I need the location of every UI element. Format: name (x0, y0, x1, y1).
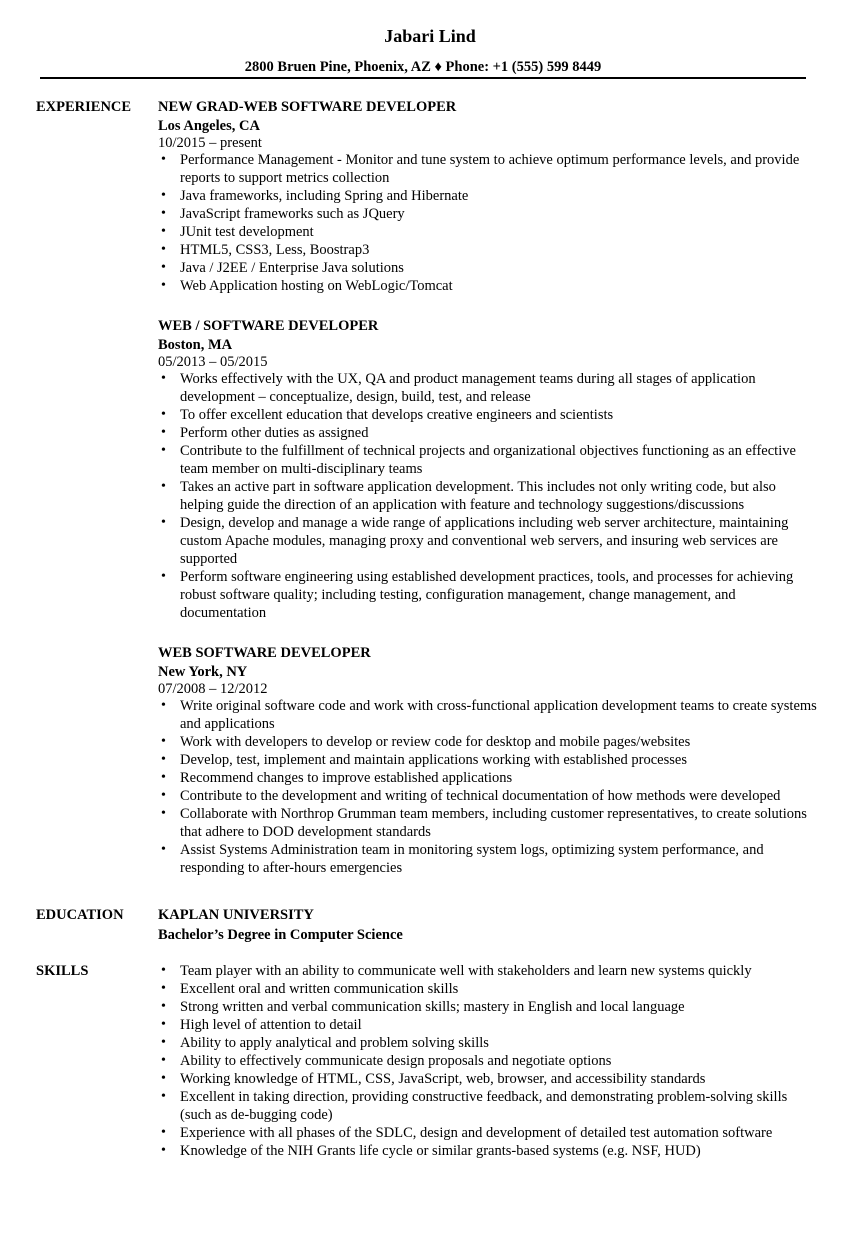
job-location: New York, NY (158, 664, 248, 680)
bullet-icon: • (161, 206, 166, 221)
list-item: • Takes an active part in software application development. This includes not only writing code, but also helping guide the direction of an application with feature and technology suggestions/discussions (161, 479, 776, 513)
list-item: • Assist Systems Administration team in monitoring system logs, optimizing system performance, and responding to after-hours emergencies (161, 842, 764, 876)
bullet-icon: • (161, 224, 166, 239)
job-location: Boston, MA (158, 337, 233, 353)
bullet-icon: • (161, 1035, 166, 1050)
list-item: • Ability to apply analytical and problem solving skills (161, 1035, 489, 1051)
bullet-icon: • (161, 407, 166, 422)
list-item: • Java frameworks, including Spring and Hibernate (161, 188, 469, 204)
list-item: • Java / J2EE / Enterprise Java solutions (161, 260, 404, 276)
bullet-icon: • (161, 1017, 166, 1032)
bullet-icon: • (161, 981, 166, 996)
list-item: • Knowledge of the NIH Grants life cycle or similar grants-based systems (e.g. NSF, HUD) (161, 1143, 701, 1159)
job-bullets (158, 151, 818, 295)
bullet-icon: • (161, 1125, 166, 1140)
list-item: • JavaScript frameworks such as JQuery (161, 206, 405, 222)
list-item: • To offer excellent education that develops creative engineers and scientists (161, 407, 614, 423)
list-item: • Work with developers to develop or review code for desktop and mobile pages/websites (161, 734, 691, 750)
list-item: • Collaborate with Northrop Grumman team members, including customer representatives, to create solutions that adhere to DOD development standards (161, 806, 807, 840)
bullet-icon: • (161, 443, 166, 458)
bullet-icon: • (161, 1089, 166, 1104)
bullet-icon: • (161, 842, 166, 857)
list-item: • Perform other duties as assigned (161, 425, 369, 441)
experience-heading: EXPERIENCE (36, 99, 132, 115)
bullet-icon: • (161, 278, 166, 293)
list-item: • Ability to effectively communicate design proposals and negotiate options (161, 1053, 612, 1069)
job-entry (158, 317, 818, 622)
school-name: KAPLAN UNIVERSITY (158, 907, 314, 923)
bullet-icon: • (161, 963, 166, 978)
education-body (158, 906, 818, 944)
list-item: • Perform software engineering using established development practices, tools, and processes for achieving robust software quality; including testing, configuration management, change management, and documentation (161, 569, 794, 621)
bullet-icon: • (161, 788, 166, 803)
bullet-icon: • (161, 242, 166, 257)
bullet-icon: • (161, 1071, 166, 1086)
job-title: WEB / SOFTWARE DEVELOPER (158, 318, 379, 334)
bullet-icon: • (161, 479, 166, 494)
education-heading: EDUCATION (36, 907, 124, 923)
list-item: • Excellent in taking direction, providing constructive feedback, and demonstrating problem-solving skills (such as de-bugging code) (161, 1089, 788, 1123)
candidate-name: Jabari Lind (384, 26, 476, 46)
list-item: • Web Application hosting on WebLogic/Tomcat (161, 278, 453, 294)
skills-bullets (158, 962, 818, 1160)
job-entry (158, 98, 818, 295)
bullet-icon: • (161, 515, 166, 530)
job-location: Los Angeles, CA (158, 118, 260, 134)
list-item: • Contribute to the fulfillment of technical projects and organizational objectives functioning as an effective team member on multi-disciplinary teams (161, 443, 796, 477)
bullet-icon: • (161, 425, 166, 440)
job-dates: 10/2015 – present (158, 135, 262, 151)
job-dates: 05/2013 – 05/2015 (158, 354, 268, 370)
list-item: • Works effectively with the UX, QA and product management teams during all stages of application development – conceptualize, design, build, test, and release (161, 371, 756, 405)
list-item: • HTML5, CSS3, Less, Boostrap3 (161, 242, 370, 258)
contact-line: 2800 Bruen Pine, Phoenix, AZ ♦ Phone: +1 (555) 599 8449 (244, 59, 602, 75)
list-item: • High level of attention to detail (161, 1017, 362, 1033)
job-bullets (158, 697, 818, 877)
job-title: NEW GRAD-WEB SOFTWARE DEVELOPER (158, 99, 457, 115)
header-divider (40, 77, 806, 79)
bullet-icon: • (161, 999, 166, 1014)
list-item: • Working knowledge of HTML, CSS, JavaScript, web, browser, and accessibility standards (161, 1071, 706, 1087)
bullet-icon: • (161, 1053, 166, 1068)
bullet-icon: • (161, 806, 166, 821)
list-item: • Excellent oral and written communication skills (161, 981, 459, 997)
bullet-icon: • (161, 698, 166, 713)
list-item: • JUnit test development (161, 224, 314, 240)
list-item: • Contribute to the development and writing of technical documentation of how methods were developed (161, 788, 781, 804)
list-item: • Strong written and verbal communication skills; mastery in English and local language (161, 999, 685, 1015)
bullet-icon: • (161, 752, 166, 767)
job-entry (158, 644, 818, 877)
list-item: • Write original software code and work with cross-functional application development teams to create systems and applications (161, 698, 817, 732)
bullet-icon: • (161, 1143, 166, 1158)
job-title: WEB SOFTWARE DEVELOPER (158, 645, 371, 661)
list-item: • Performance Management - Monitor and tune system to achieve optimum performance levels, and provide reports to support metrics collection (161, 152, 800, 186)
list-item: • Experience with all phases of the SDLC, design and development of detailed test automation software (161, 1125, 773, 1141)
list-item: • Develop, test, implement and maintain applications working with established processes (161, 752, 687, 768)
list-item: • Team player with an ability to communicate well with stakeholders and learn new systems quickly (161, 963, 752, 979)
experience-body (158, 98, 818, 890)
bullet-icon: • (161, 569, 166, 584)
list-item: • Recommend changes to improve established applications (161, 770, 513, 786)
list-item: • Design, develop and manage a wide range of applications including web server architecture, maintaining custom Apache modules, managing proxy and conventional web servers, and insuring web services are supported (161, 515, 789, 567)
bullet-icon: • (161, 152, 166, 167)
bullet-icon: • (161, 734, 166, 749)
bullet-icon: • (161, 371, 166, 386)
job-bullets (158, 370, 818, 622)
degree-name: Bachelor’s Degree in Computer Science (158, 927, 403, 943)
bullet-icon: • (161, 188, 166, 203)
skills-body (158, 962, 818, 1160)
bullet-icon: • (161, 260, 166, 275)
bullet-icon: • (161, 770, 166, 785)
skills-heading: SKILLS (36, 963, 89, 979)
job-dates: 07/2008 – 12/2012 (158, 681, 268, 697)
